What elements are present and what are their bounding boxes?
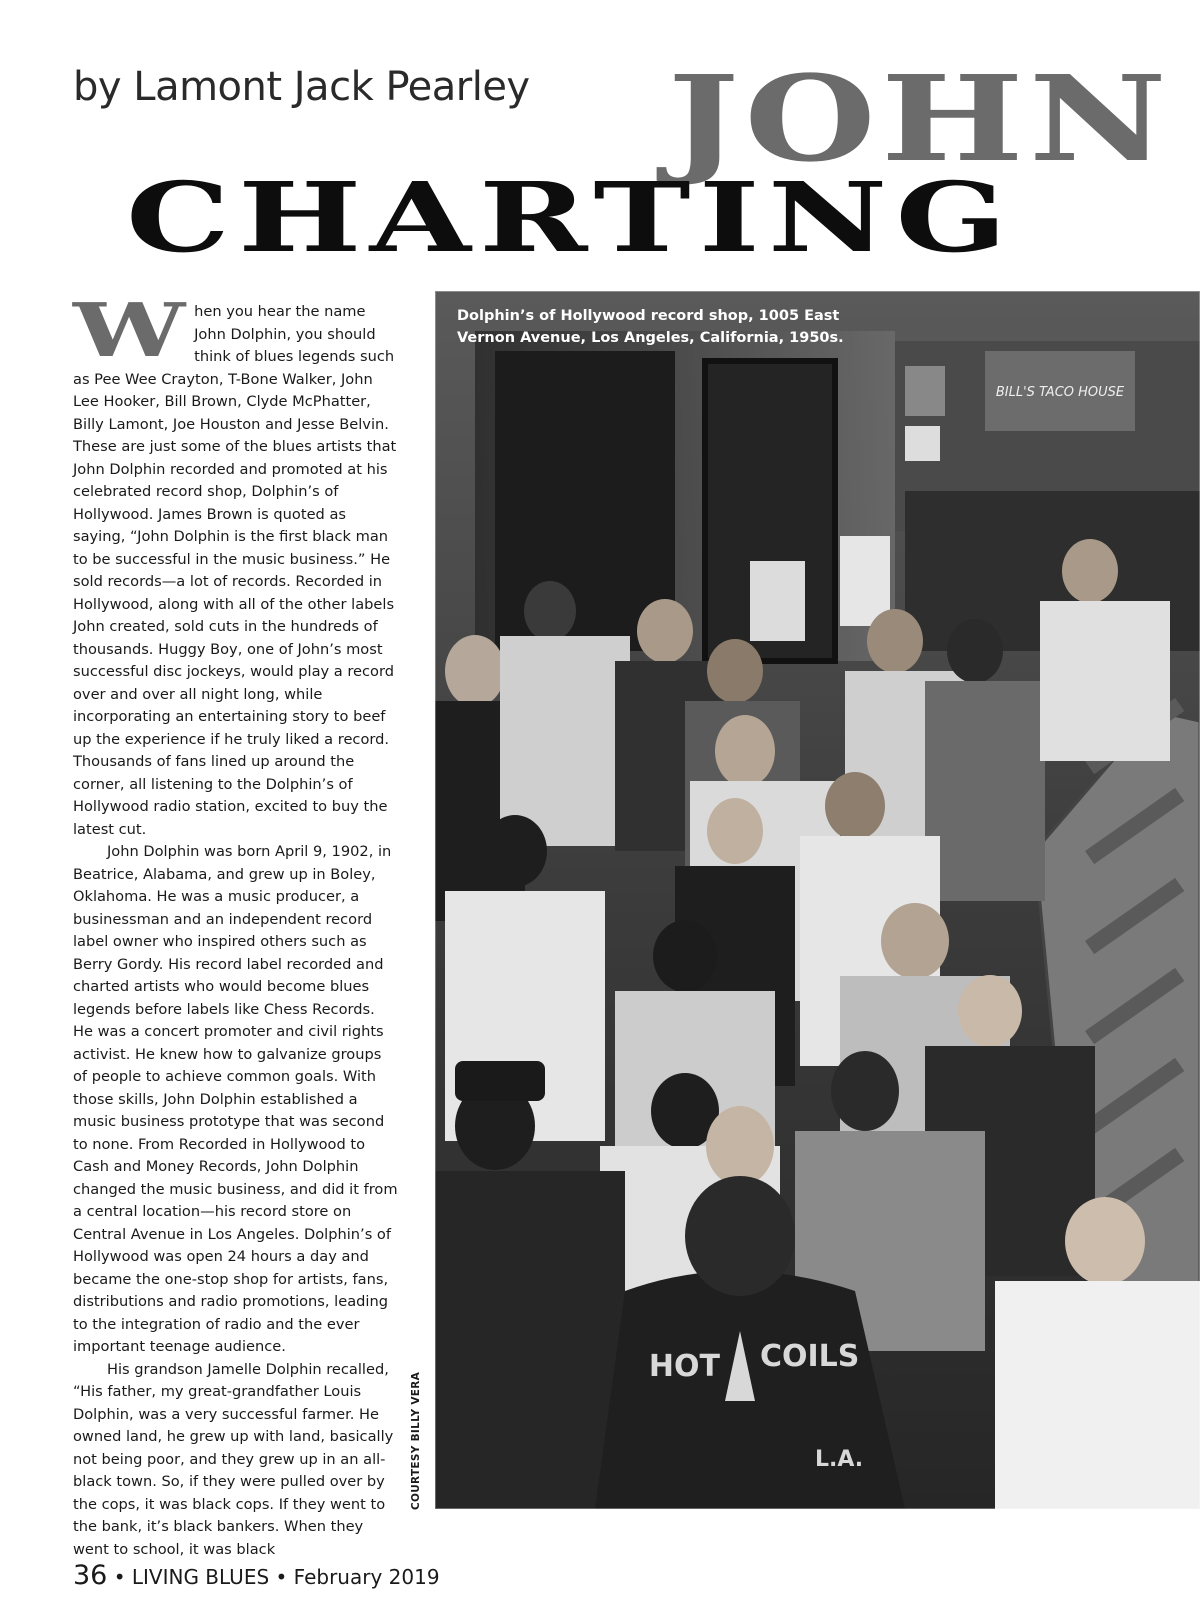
record-shop-photo (435, 291, 1200, 1509)
paragraph-1-text: hen you hear the name John Dolphin, you should think of blues legends such as Pee Wee Crayton, T-Bone Walker, John Lee Hooker, Bill Brown, Clyde McPhatter, Billy Lamont, Joe Houston and Jesse Belvin. These are just some of the blues artists that John Dolphin recorded and promoted at his celebrated record shop, Dolphin’s of Hollywood. James Brown is quoted as saying, “John Dolphin is the first black man to be successful in the music business.” He sold records—a lot of records. Recorded in Hollywood, along with all of the other labels John created, sold cuts in the hundreds of thousands. Huggy Boy, one of John’s most successful disc jockeys, would play a record over and over all night long, while incorporating an entertaining story to beef up the experience if he truly liked a record. Thousands of fans lined up around the corner, all listening to the Dolphin’s of Hollywood radio station, excited to buy the latest cut. (73, 303, 397, 838)
title-line-1: JOHN (667, 49, 1172, 188)
drop-cap: W (73, 288, 186, 374)
paragraph-1 (73, 288, 398, 841)
photo-illustration (435, 291, 1200, 1509)
jacket-text-la: L.A. (815, 1447, 864, 1472)
publication-info: • LIVING BLUES • February 2019 (107, 1565, 440, 1589)
paragraph-2: John Dolphin was born April 9, 1902, in Beatrice, Alabama, and grew up in Boley, Oklahoma. He was a music producer, a businessman and an independent record label owner who inspired others such as Berry Gordy. His record label recorded and charted artists who would become blues legends before labels like Chess Records. He was a concert promoter and civil rights activist. He knew how to galvanize groups of people to achieve common goals. With those skills, John Dolphin established a music business prototype that was second to none. From Recorded in Hollywood to Cash and Money Records, John Dolphin changed the music business, and did it from a central location—his record store on Central Avenue in Los Angeles. Dolphin’s of Hollywood was open 24 hours a day and became the one-stop shop for artists, fans, distributions and radio promotions, leading to the integration of radio and the ever important teenage audience. (73, 843, 398, 1355)
photo-credit: COURTESY BILLY VERA (410, 1371, 422, 1510)
article-body (73, 288, 398, 1561)
page-number: 36 (73, 1560, 108, 1591)
title-line-2: CHARTING (126, 161, 1016, 274)
byline: by Lamont Jack Pearley (73, 64, 530, 110)
paragraph-3: His grandson Jamelle Dolphin recalled, “His father, my great-grandfather Louis Dolphin, was a very successful farmer. He owned land, he grew up with land, basically not being poor, and they grew up in an all-black town. So, if they were pulled over by the cops, it was black cops. If they went to the bank, it’s black bankers. When they went to school, it was black (73, 1360, 394, 1558)
jacket-text-hot: HOT (648, 1349, 720, 1384)
page-footer (73, 1560, 440, 1591)
sign-text: BILL'S TACO HOUSE (995, 385, 1125, 400)
jacket-text-coils: COILS (760, 1339, 860, 1374)
photo-caption: Dolphin’s of Hollywood record shop, 1005 East Vernon Avenue, Los Angeles, California, 1950s. (457, 308, 844, 346)
